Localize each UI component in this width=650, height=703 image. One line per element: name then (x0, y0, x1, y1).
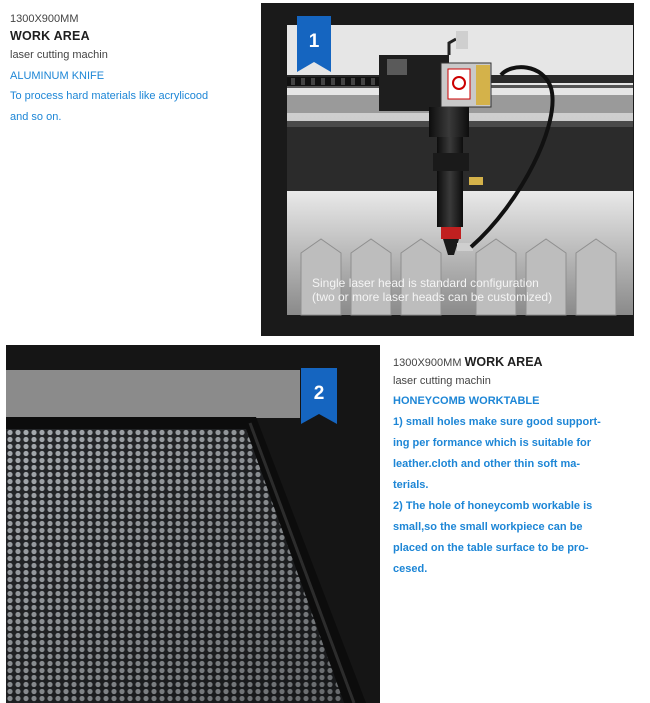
bottom-desc-line: terials. (393, 479, 429, 491)
caption-line-1: Single laser head is standard configuration (312, 276, 539, 290)
top-desc-line-2: and so on. (10, 111, 62, 123)
bottom-desc-line: small,so the small workpiece can be (393, 521, 583, 533)
step-1-number: 1 (308, 31, 320, 52)
bottom-desc-line: placed on the table surface to be pro- (393, 542, 589, 554)
top-description (10, 13, 250, 128)
top-feature-name: ALUMINUM KNIFE (10, 70, 105, 82)
bottom-desc-line: leather.cloth and other thin soft ma- (393, 458, 581, 470)
bottom-desc-line: ing per formance which is suitable for (393, 437, 592, 449)
top-work-area-title: WORK AREA (10, 29, 90, 43)
top-subtitle: laser cutting machin (10, 49, 108, 61)
bottom-subtitle: laser cutting machin (393, 375, 491, 387)
bottom-desc-line: 2) The hole of honeycomb workable is (393, 500, 593, 512)
bottom-desc-line: 1) small holes make sure good support- (393, 416, 601, 428)
step-1-badge (297, 16, 331, 72)
bottom-desc-line: cesed. (393, 563, 428, 575)
step-2-badge (301, 368, 337, 424)
bottom-feature-name: HONEYCOMB WORKTABLE (393, 395, 540, 407)
top-size-label: 1300X900MM (10, 13, 79, 25)
caption-line-2: (two or more laser heads can be customized) (312, 290, 553, 304)
top-desc-line-1: To process hard materials like acrylicood (10, 90, 209, 102)
bottom-heading-row (393, 355, 638, 369)
bottom-description (393, 355, 638, 580)
bottom-work-area-title: WORK AREA (464, 355, 543, 369)
bottom-size-label: 1300X900MM (393, 357, 462, 369)
laser-head-caption (312, 276, 612, 304)
step-2-number: 2 (313, 383, 325, 404)
